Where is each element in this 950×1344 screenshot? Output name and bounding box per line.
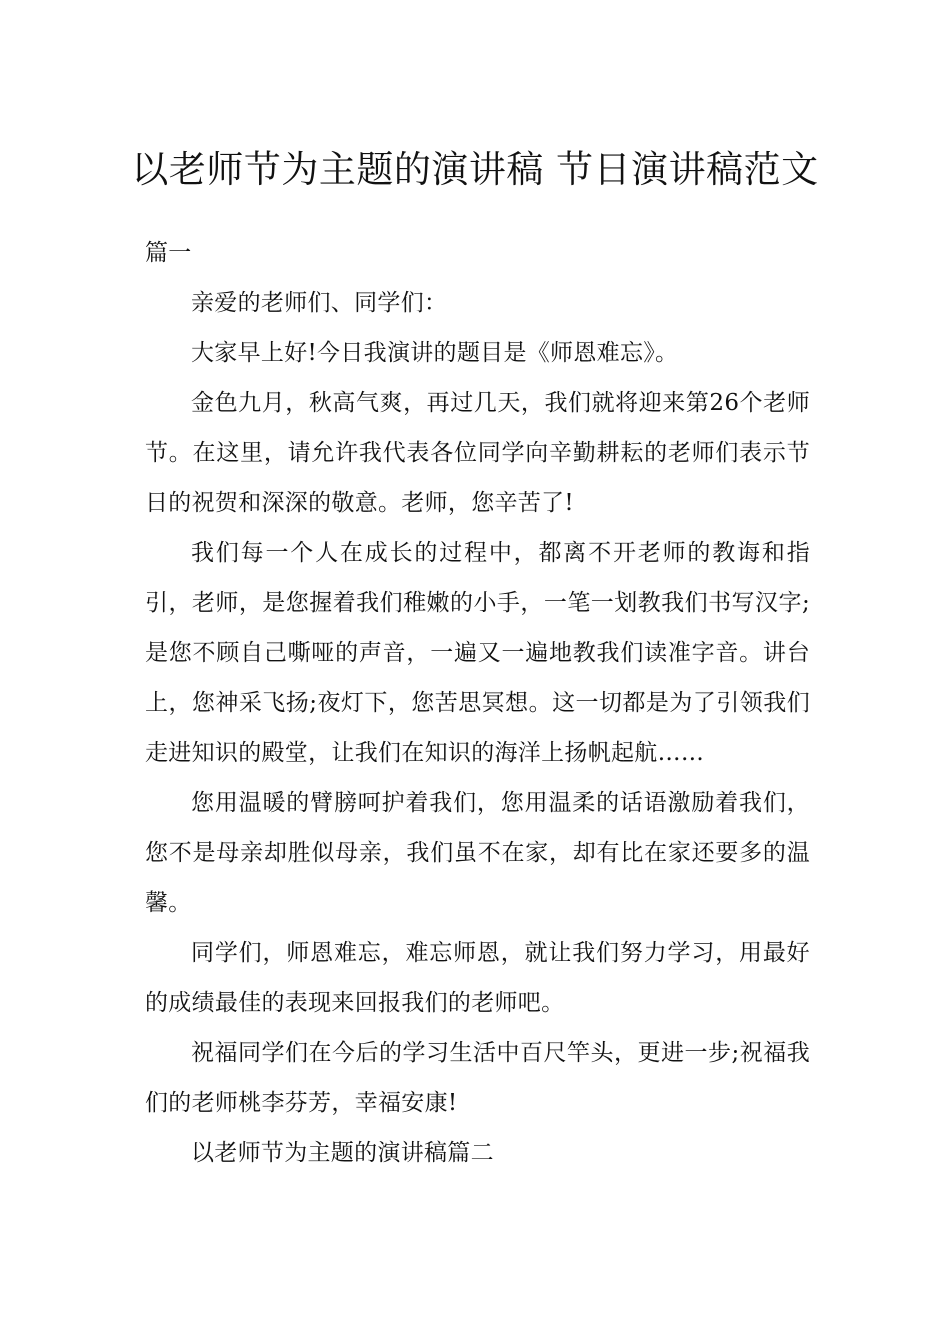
paragraph-guidance: 我们每一个人在成长的过程中，都离不开老师的教诲和指引，老师，是您握着我们稚嫩的小手，一笔一划教我们书写汉字;是您不顾自己嘶哑的声音，一遍又一遍地教我们读准字音。讲台上，您神采飞扬;夜灯下，您苦思冥想。这一切都是为了引领我们走进知识的殿堂，让我们在知识的海洋上扬帆起航…… xyxy=(145,540,810,766)
paragraph-intro: 大家早上好!今日我演讲的题目是《师恩难忘》。 xyxy=(191,340,679,366)
paragraph-care: 您用温暖的臂膀呵护着我们，您用温柔的话语激励着我们，您不是母亲却胜似母亲，我们虽不在家，却有比在家还要多的温馨。 xyxy=(145,790,810,916)
paragraph-teachers-day: 金色九月，秋高气爽，再过几天，我们就将迎来第26个老师节。在这里，请允许我代表各位同学向辛勤耕耘的老师们表示节日的祝贺和深深的敬意。老师，您辛苦了! xyxy=(145,390,810,516)
document-title: 以老师节为主题的演讲稿 节日演讲稿范文 xyxy=(131,147,819,191)
paragraph-wishes: 祝福同学们在今后的学习生活中百尺竿头，更进一步;祝福我们的老师桃李芬芳，幸福安康! xyxy=(145,1040,810,1116)
paragraph-greeting: 亲爱的老师们、同学们： xyxy=(191,290,448,316)
section-label: 篇一 xyxy=(145,240,192,266)
paragraph-call-to-action: 同学们，师恩难忘，难忘师恩，就让我们努力学习，用最好的成绩最佳的表现来回报我们的老师吧。 xyxy=(145,940,810,1016)
document-body xyxy=(145,228,810,1178)
paragraph-next-section-heading: 以老师节为主题的演讲稿篇二 xyxy=(191,1140,494,1166)
